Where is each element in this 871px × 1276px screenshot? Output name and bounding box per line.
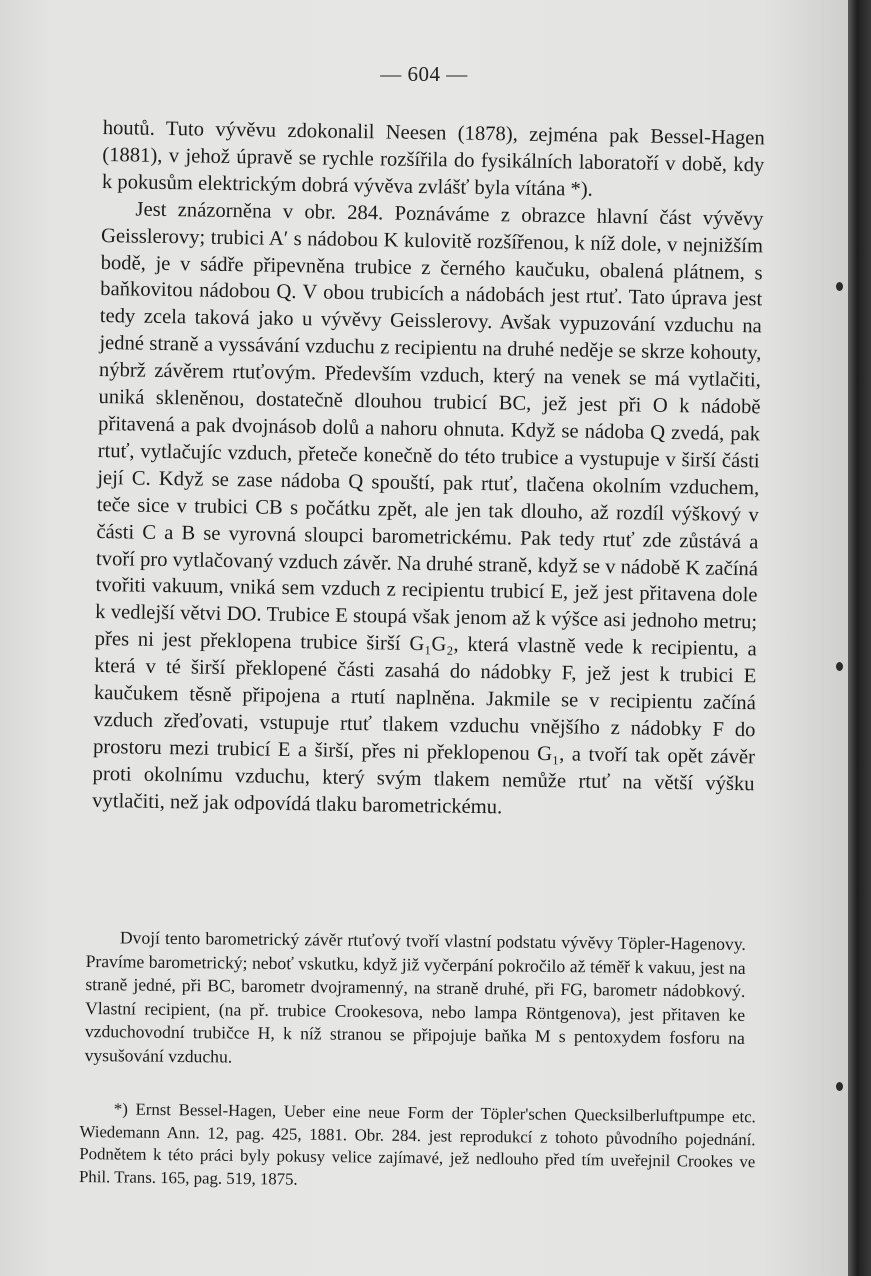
binding-hole-mark [836, 1082, 843, 1091]
binding-hole-mark [836, 282, 843, 291]
main-text [92, 115, 765, 825]
paragraph-2: Jest znázorněna v obr. 284. Poznáváme z obrazce hlavní část vývěvy Geisslerovy; trubici A′ s nádobou K kulovitě rozšířenou, k níž dole, v nejnižším bodě, je v sádře připevněna trubice z černého kaučuku, obalená plátnem, s baňkovitou nádobou Q. V obou trubicích a nádobách jest rtuť. Tato úprava jest tedy zcela taková jako u vývěvy Geisslerovy. Avšak vypuzování vzduchu na jedné straně a vyssávání vzduchu z recipientu na druhé neděje se skrze kohouty, nýbrž závěrem rtuťovým. Především vzduch, který na venek se má vytlačiti, uniká skleněnou, dostatečně dlouhou trubicí BC, jež jest při O k nádobě přitavená a pak dvojnásob dolů a nahoru ohnuta. Když se nádoba Q zvedá, pak rtuť, vytlačujíc vzduch, přeteče konečně do této trubice a vystupuje v širší části její C. Když se zase nádoba Q spouští, pak rtuť, tlačena okolním vzduchem, teče sice v trubici CB s počátku zpět, ale jen tak dlouho, až rozdíl výškový v části C a B se vyrovná sloupci barometrickému. Pak tedy rtuť zde zůstává a tvoří pro vytlačovaný vzduch závěr. Na druhé straně, když se v nádobě K začíná tvořiti vakuum, vniká sem vzduch z recipientu trubicí E, jež jest přitavena dole k vedlejší větvi DO. Trubice E stoupá však jenom až k výšce asi jednoho metru; přes ni jest překlopena trubice širší G₁G₂, která vlastně vede k recipientu, a která v té širší překlopené části zasahá do nádobky F, jež jest k trubici E kaučukem těsně připojena a rtutí naplněna. Jakmile se v recipientu začíná vzduch zřeďovati, vstupuje rtuť tlakem vzduchu vnějšího z nádobky F do prostoru mezi trubicí E a širší, přes ni překlopenou G₁, a tvoří tak opět závěr proti okolnímu vzduchu, který svým tlakem nemůže rtuť na větší výšku vytlačiti, než jak odpovídá tlaku barometrickému. [92, 198, 764, 819]
small-print-paragraph [85, 926, 746, 1074]
book-edge-shadow [848, 0, 871, 1276]
small-paragraph: Dvojí tento barometrický závěr rtuťový tvoří vlastní podstatu vývěvy Töpler-Hagenovy. Pravíme barometrický; neboť vskutku, když již vyčerpání pokročilo až téměř k vakuu, jest na straně jedné, při BC, barometr dvojramenný, na straně druhé, při FG, barometr nádobkový. Vlastní recipient, (na př. trubice Crookesova, nebo lampa Röntgenova), jest přitaven ke vzduchovodní trubičce H, k níž stranou se připojuje baňka M s pentoxydem fosforu na vysušování vzduchu. [84, 927, 746, 1067]
footnote [79, 1098, 756, 1197]
binding-hole-mark [836, 662, 843, 671]
paragraph-1: houtů. Tuto vývěvu zdokonalil Neesen (1878), zejména pak Bessel-Hagen (1881), v jehož úpravě se rychle rozšířila do fysikálních laboratoří v době, kdy k pokusům elektrickým dobrá vývěva zvlášť byla vítána *). [101, 116, 765, 201]
footnote-text: *) Ernst Bessel-Hagen, Ueber eine neue Form der Töpler'schen Quecksilberluftpumpe etc. Wiedemann Ann. 12, pag. 425, 1881. Obr. 284. jest reprodukcí z tohoto původního pojednání. Podnětem k této práci byly pokusy velice zajímavé, jež nedlouho před tím uveřejnil Crookes ve Phil. Trans. 165, pag. 519, 1875. [78, 1099, 756, 1189]
page-number: — 604 — [380, 62, 468, 86]
